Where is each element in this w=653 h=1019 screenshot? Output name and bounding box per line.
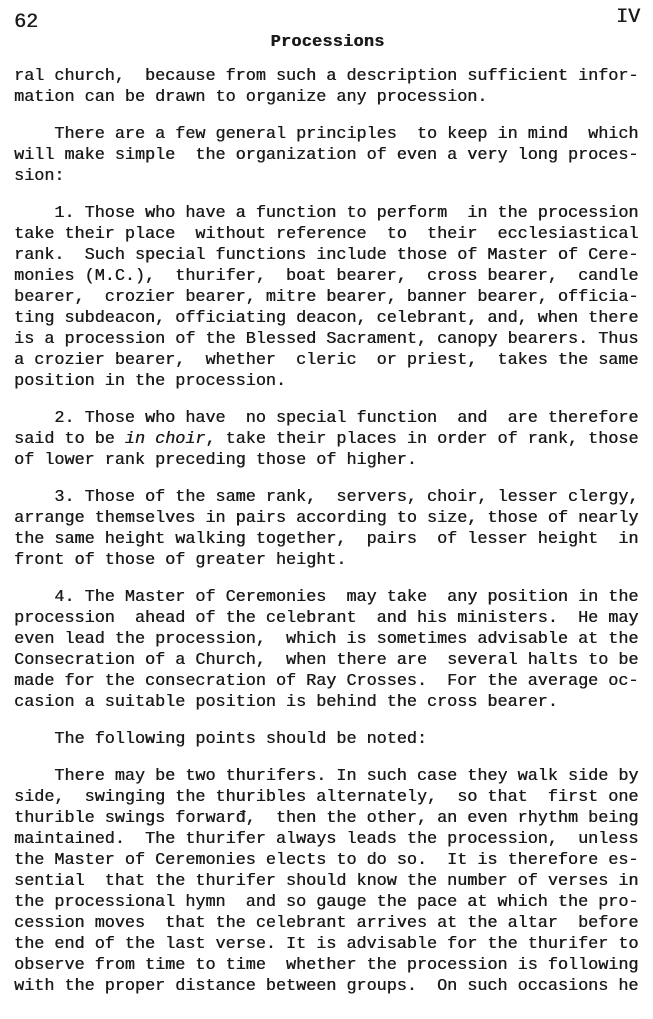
text-line: front of those of greater height. bbox=[14, 551, 347, 570]
text-segment: said to be bbox=[14, 430, 125, 449]
text-line: procession ahead of the celebrant and his ministers. He may bbox=[14, 609, 639, 628]
text-block bbox=[14, 66, 641, 997]
text-line: the same height walking together, pairs of lesser height in bbox=[14, 530, 639, 549]
text-line: the Master of Ceremonies elects to do so. It is therefore es- bbox=[14, 851, 639, 870]
text-line: mation can be drawn to organize any procession. bbox=[14, 88, 488, 107]
text-line: casion a suitable position is behind the cross bearer. bbox=[14, 693, 558, 712]
paragraph bbox=[14, 729, 641, 750]
page-header bbox=[14, 6, 641, 34]
text-line: There may be two thurifers. In such case they walk side by bbox=[14, 767, 639, 786]
text-line: thurible swings forwarđ, then the other, an even rhythm being bbox=[14, 809, 639, 828]
text-line: ting subdeacon, officiating deacon, celebrant, and, when there bbox=[14, 309, 639, 328]
paragraph bbox=[14, 487, 641, 571]
paragraph bbox=[14, 587, 641, 713]
italic-phrase: in choir bbox=[124, 430, 206, 449]
text-line: 3. Those of the same rank, servers, choir, lesser clergy, bbox=[14, 488, 639, 507]
text-line: observe from time to time whether the procession is following bbox=[14, 956, 639, 975]
text-line: a crozier bearer, whether cleric or priest, takes the same bbox=[14, 351, 639, 370]
text-line: is a procession of the Blessed Sacrament, canopy bearers. Thus bbox=[14, 330, 639, 349]
text-line: 1. Those who have a function to perform in the procession bbox=[14, 204, 639, 223]
text-line: made for the consecration of Ray Crosses. For the average oc- bbox=[14, 672, 639, 691]
text-line: with the proper distance between groups. On such occasions he bbox=[14, 977, 639, 996]
page-number: 62 bbox=[14, 11, 39, 34]
text-line: side, swinging the thuribles alternately, so that first one bbox=[14, 788, 639, 807]
text-line: The following points should be noted: bbox=[14, 730, 427, 749]
paragraph bbox=[14, 408, 641, 471]
text-line: bearer, crozier bearer, mitre bearer, banner bearer, officia- bbox=[14, 288, 639, 307]
text-line: the end of the last verse. It is advisable for the thurifer to bbox=[14, 935, 639, 954]
text-line: monies (M.C.), thurifer, boat bearer, cross bearer, candle bbox=[14, 267, 639, 286]
text-line: take their place without reference to their ecclesiastical bbox=[14, 225, 639, 244]
text-line: Consecration of a Church, when there are several halts to be bbox=[14, 651, 639, 670]
text-line: There are a few general principles to keep in mind which bbox=[14, 125, 639, 144]
text-line: cession moves that the celebrant arrives at the altar before bbox=[14, 914, 639, 933]
text-line: 2. Those who have no special function and are therefore bbox=[14, 409, 639, 428]
text-line: maintained. The thurifer always leads the procession, unless bbox=[14, 830, 639, 849]
page-title: Processions bbox=[270, 33, 385, 52]
text-line: even lead the procession, which is sometimes advisable at the bbox=[14, 630, 639, 649]
text-segment: , take their places in order of rank, those bbox=[205, 430, 639, 449]
text-line: position in the procession. bbox=[14, 372, 286, 391]
paragraph bbox=[14, 124, 641, 187]
text-line: 4. The Master of Ceremonies may take any position in the bbox=[14, 588, 639, 607]
text-line: arrange themselves in pairs according to size, those of nearly bbox=[14, 509, 639, 528]
text-line: the processional hymn and so gauge the pace at which the pro- bbox=[14, 893, 639, 912]
text-line: sion: bbox=[14, 167, 65, 186]
paragraph bbox=[14, 66, 641, 108]
paragraph bbox=[14, 203, 641, 392]
text-line: ral church, because from such a description sufficient infor- bbox=[14, 67, 639, 86]
text-line: will make simple the organization of even a very long proces- bbox=[14, 146, 639, 165]
text-line: rank. Such special functions include those of Master of Cere- bbox=[14, 246, 639, 265]
paragraph bbox=[14, 766, 641, 997]
text-line bbox=[14, 429, 641, 450]
chapter-numeral: IV bbox=[615, 6, 640, 29]
text-line: sential that the thurifer should know the number of verses in bbox=[14, 872, 639, 891]
text-line: of lower rank preceding those of higher. bbox=[14, 451, 417, 470]
